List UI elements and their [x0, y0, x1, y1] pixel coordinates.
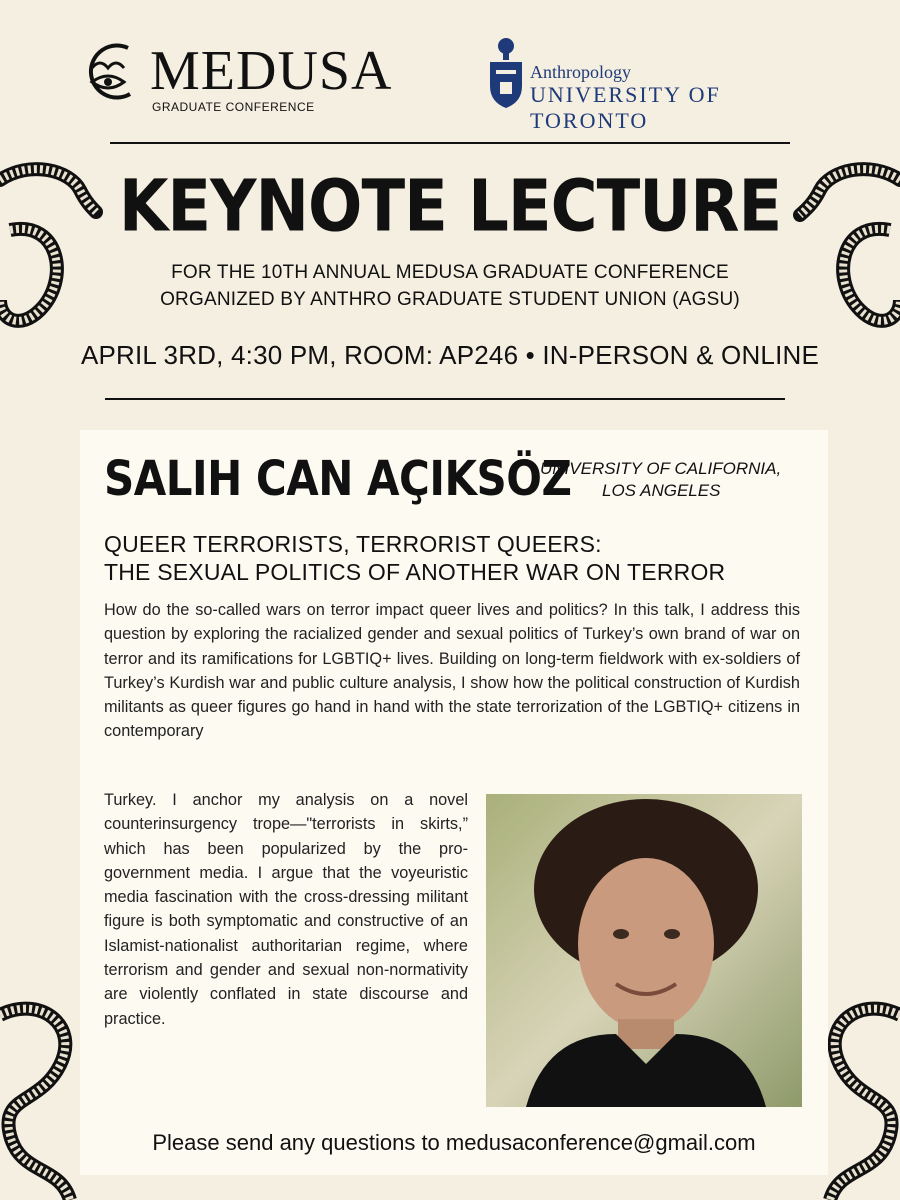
- event-details: APRIL 3RD, 4:30 PM, ROOM: AP246 • IN-PERSON & ONLINE: [80, 340, 820, 370]
- speaker-affiliation: [540, 458, 810, 502]
- uoft-logo: [486, 36, 836, 133]
- speaker-name: SALIH CAN AÇIKSÖZ: [104, 450, 572, 507]
- talk-title-line-1: QUEER TERRORISTS, TERRORIST QUEERS:: [104, 531, 602, 557]
- speaker-card: [80, 430, 828, 1175]
- talk-abstract-part-1: How do the so-called wars on terror impact queer lives and politics? In this talk, I address this question by exploring the racialized gender and sexual politics of Turkey’s own brand of war on terror and its ramifications for LGBTIQ+ lives. Building on long-term fieldwork with ex-soldiers of Turkey’s Kurdish war and public culture analysis, I show how the political construction of Kurdish militants as queer figures go hand in hand with the state terrorization of the LGBTIQ+ citizens in contemporary: [104, 601, 800, 741]
- divider-middle: [105, 398, 785, 400]
- snake-illustration-bottom-left: [0, 995, 90, 1200]
- talk-abstract-part-2: Turkey. I anchor my analysis on a novel counterinsurgency trope—"terrorists in skirts,” which has been popularized by the pro-government media. I argue that the voyeuristic media fascination with the cross-dressing militant figure is both symptomatic and constructive of an Islamist-nationalist authoritarian regime, where terrorism and gender and sexual non-normativity are violently conflated in state discourse and practice.: [104, 791, 468, 1028]
- medusa-subtitle: GRADUATE CONFERENCE: [152, 100, 315, 114]
- uoft-crest-icon: [486, 36, 526, 110]
- speaker-affiliation-line-2: LOS ANGELES: [602, 481, 721, 500]
- medusa-eye-icon: [78, 38, 142, 108]
- speaker-photo: [486, 794, 802, 1107]
- contact-line: Please send any questions to medusaconference@gmail.com: [152, 1130, 756, 1155]
- event-subline-1: FOR THE 10TH ANNUAL MEDUSA GRADUATE CONFERENCE: [171, 262, 729, 283]
- talk-title-line-2: THE SEXUAL POLITICS OF ANOTHER WAR ON TERROR: [104, 559, 726, 585]
- event-title: KEYNOTE LECTURE: [118, 165, 782, 249]
- uoft-university-name: UNIVERSITY OF TORONTO: [530, 82, 721, 133]
- uoft-department: Anthropology: [530, 62, 631, 82]
- medusa-wordmark: MEDUSA: [150, 40, 393, 102]
- medusa-logo: [78, 38, 418, 118]
- speaker-affiliation-line-1: UNIVERSITY OF CALIFORNIA,: [540, 459, 782, 478]
- talk-title: [104, 530, 804, 586]
- divider-top: [110, 142, 790, 144]
- event-subline-2: ORGANIZED BY ANTHRO GRADUATE STUDENT UNION (AGSU): [160, 289, 740, 310]
